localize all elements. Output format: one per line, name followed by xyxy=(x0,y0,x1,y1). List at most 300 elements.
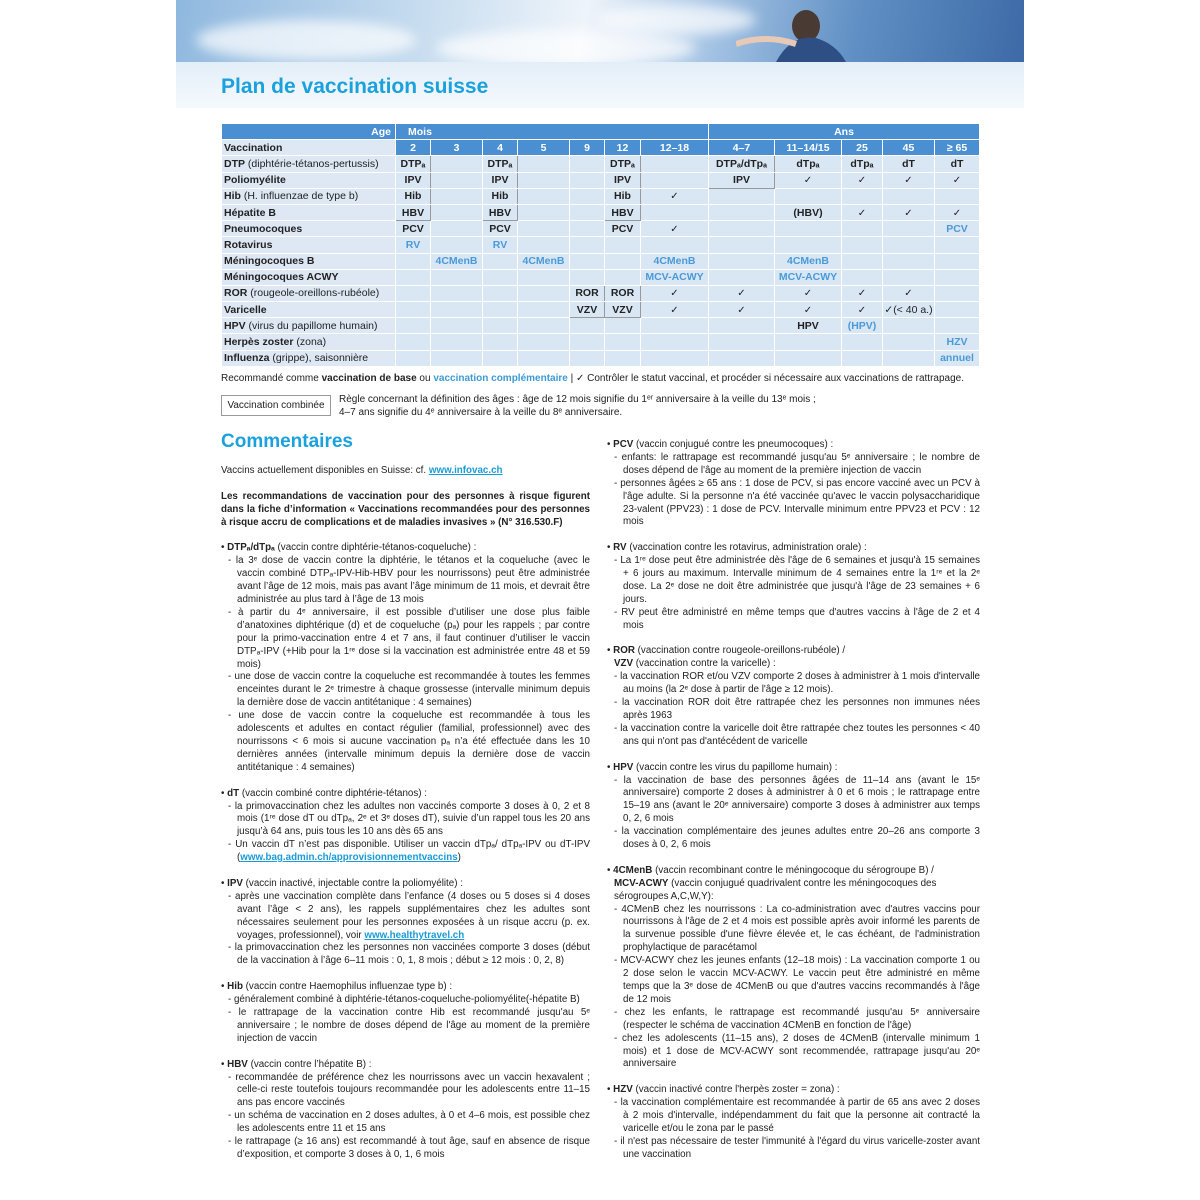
comment-bullet: - la vaccination complémentaire des jeunes adultes entre 20–26 ans comporte 3 doses à 0, 2, 6 mois xyxy=(623,826,980,852)
comment-description: (vaccination contre rougeole-oreillons-rubéole) / xyxy=(634,645,846,657)
check-icon: ✓ xyxy=(904,207,913,219)
schedule-cell xyxy=(709,253,775,269)
schedule-cell xyxy=(431,334,483,350)
page-title: Plan de vaccination suisse xyxy=(221,75,489,98)
check-icon: ✓ xyxy=(904,175,913,187)
schedule-cell xyxy=(518,334,570,350)
vaccine-row xyxy=(222,188,980,204)
comment-term: IPV xyxy=(227,877,243,889)
age-label: Age xyxy=(222,124,396,140)
schedule-cell xyxy=(775,350,842,366)
comment-item xyxy=(221,788,590,865)
comment-bullets xyxy=(614,775,980,852)
schedule-cell xyxy=(935,334,980,350)
vaccine-name xyxy=(222,302,396,318)
schedule-cell xyxy=(518,253,570,269)
schedule-cell xyxy=(483,285,518,301)
age-column-header: 2 xyxy=(396,140,431,156)
schedule-cell xyxy=(518,156,570,172)
dose-label: DTPₐ xyxy=(487,157,513,170)
dose-label: HZV xyxy=(946,336,968,349)
schedule-cell xyxy=(935,188,980,204)
check-icon: ✓ xyxy=(670,223,679,235)
schedule-cell xyxy=(483,188,518,204)
dose-label: DTPₐ xyxy=(400,157,426,170)
schedule-cell xyxy=(483,253,518,269)
vaccine-name-bold: DTP xyxy=(224,157,245,170)
schedule-cell xyxy=(431,302,483,318)
dose-label: Hib xyxy=(614,190,631,203)
comments-heading: Commentaires xyxy=(221,431,353,452)
vaccine-row xyxy=(222,334,980,350)
vaccine-name-detail: (virus du papillome humain) xyxy=(245,319,378,332)
age-column-header: ≥ 65 xyxy=(935,140,980,156)
schedule-cell xyxy=(842,334,883,350)
schedule-cell xyxy=(396,221,431,237)
schedule-cell xyxy=(709,221,775,237)
schedule-cell xyxy=(883,302,935,318)
schedule-cell xyxy=(605,253,641,269)
comment-item xyxy=(221,981,590,1046)
schedule-cell xyxy=(883,204,935,220)
schedule-cell xyxy=(605,204,641,220)
vaccine-row xyxy=(222,204,980,220)
vaccine-name xyxy=(222,318,396,334)
schedule-cell xyxy=(935,302,980,318)
vaccine-row xyxy=(222,221,980,237)
comment-term: HBV xyxy=(227,1058,248,1070)
header-photo xyxy=(176,0,1024,62)
dose-label: MCV-ACWY xyxy=(778,271,838,284)
check-icon: ✓ xyxy=(803,304,813,316)
comment-bullets xyxy=(228,891,590,968)
comment-bullet xyxy=(237,891,590,943)
schedule-cell xyxy=(396,350,431,366)
schedule-cell xyxy=(431,285,483,301)
age-column-header: 3 xyxy=(431,140,483,156)
schedule-cell xyxy=(431,318,483,334)
dose-label: HBV xyxy=(611,206,634,219)
schedule-cell xyxy=(483,334,518,350)
check-icon: ✓ xyxy=(737,304,746,316)
schedule-cell xyxy=(883,285,935,301)
years-group-header: Ans xyxy=(709,124,980,140)
comment-heading: • DTPₐ/dTpₐ (vaccin contre diphtérie-tétanos-coqueluche) : xyxy=(221,542,477,554)
dose-label: annuel xyxy=(940,352,974,365)
schedule-cell xyxy=(570,221,605,237)
dose-label: 4CMenB xyxy=(435,255,478,268)
check-icon: ✓ xyxy=(670,191,679,203)
comments-left-column xyxy=(221,465,590,1175)
schedule-cell xyxy=(641,285,709,301)
comment-item xyxy=(607,439,980,529)
vaccine-row xyxy=(222,156,980,172)
comment-term: Hib xyxy=(227,981,243,993)
schedule-cell xyxy=(709,334,775,350)
schedule-cell xyxy=(396,318,431,334)
schedule-cell xyxy=(883,269,935,285)
check-icon: ✓ xyxy=(670,304,679,316)
comment-bullet: - La 1ʳᵉ dose peut être administrée dès l'âge de 6 semaines et jusqu'à 15 semaines + 6 jours au maximum. Intervalle minimum de 4 semaines entre la 1ʳᵉ et la 2ᵉ dose. La 2ᵉ dose ne doit être administrée que jusqu'à l'âge de 23 semaines + 6 jours. xyxy=(623,555,980,607)
schedule-cell xyxy=(842,269,883,285)
schedule-cell xyxy=(605,156,641,172)
schedule-cell xyxy=(641,350,709,366)
dose-label: HBV xyxy=(401,206,425,219)
vaccine-name xyxy=(222,253,396,269)
comment-description: (vaccin contre l’hépatite B) : xyxy=(247,1058,372,1070)
comment-item xyxy=(607,645,980,748)
schedule-cell xyxy=(842,285,883,301)
comment-bullet: - la vaccination ROR et/ou VZV comporte 2 doses à administrer à 1 mois d'intervalle au moins (la 2ᵉ dose à partir de l'âge ≥ 12 mois). xyxy=(623,671,980,697)
comment-term: VZV xyxy=(614,658,634,670)
bullet-link[interactable]: www.bag.admin.ch/approvisionnementvaccins xyxy=(240,852,458,864)
schedule-cell xyxy=(883,172,935,188)
vaccine-row xyxy=(222,269,980,285)
schedule-cell xyxy=(483,237,518,253)
vaccine-name-bold: ROR xyxy=(224,287,248,300)
schedule-cell xyxy=(775,188,842,204)
comment-bullet: - la vaccination de base des personnes âgées de 11–14 ans (avant le 15ᵉ anniversaire) comporte 2 doses à administrer à 0 et 6 mois ; le rattrapage entre 15–19 ans (avant le 20ᵉ anniversaire) comporte 3 doses à administrer aux temps 0, 2, 6 mois xyxy=(623,775,980,827)
comment-bullet: - le rattrapage de la vaccination contre Hib est recommandé jusqu'au 5ᵉ anniversaire ; le nombre de doses dépend de l'âge au moment de la première injection de vaccin xyxy=(237,1007,590,1046)
comment-item xyxy=(607,865,980,1072)
schedule-cell xyxy=(842,237,883,253)
schedule-cell xyxy=(570,204,605,220)
schedule-cell xyxy=(709,237,775,253)
comment-item xyxy=(221,1059,590,1162)
age-rule-line-2: 4–7 ans signifie du 4ᵉ anniversaire à la veille du 8ᵉ anniversaire. xyxy=(339,406,623,418)
schedule-cell xyxy=(935,253,980,269)
schedule-cell xyxy=(431,253,483,269)
dose-label: DTPₐ/dTpₐ xyxy=(715,157,768,170)
schedule-cell xyxy=(842,156,883,172)
vaccination-label: Vaccination xyxy=(222,140,396,156)
schedule-cell xyxy=(641,253,709,269)
infovac-link[interactable]: www.infovac.ch xyxy=(428,465,503,476)
vaccine-name xyxy=(222,156,396,172)
schedule-cell xyxy=(483,350,518,366)
schedule-cell xyxy=(396,204,431,220)
schedule-cell xyxy=(396,269,431,285)
comment-term: HPV xyxy=(613,761,634,773)
schedule-cell xyxy=(883,350,935,366)
vaccine-row xyxy=(222,318,980,334)
schedule-cell xyxy=(775,302,842,318)
vaccine-name-bold: Herpès zoster xyxy=(224,336,294,349)
dose-label: DTPₐ xyxy=(610,157,635,170)
vaccine-row xyxy=(222,172,980,188)
available-prefix: Vaccins actuellement disponibles en Suisse: cf. xyxy=(221,465,429,476)
dose-label: PCV xyxy=(402,222,424,235)
vaccine-name-detail: (zona) xyxy=(293,336,327,349)
schedule-cell xyxy=(709,156,775,172)
schedule-cell xyxy=(883,334,935,350)
legend-prefix: Recommandé comme xyxy=(221,373,322,384)
comment-bullet: - chez les adolescents (11–15 ans), 2 doses de 4CMenB (intervalle minimum 1 mois) et 1 dose de MCV-ACWY sont recommendée, rattrapage jusqu'au 20ᵉ anniversaire xyxy=(623,1033,980,1072)
vaccine-name-bold: Rotavirus xyxy=(224,238,273,251)
schedule-cell xyxy=(883,221,935,237)
schedule-cell xyxy=(775,204,842,220)
age-column-header: 4 xyxy=(483,140,518,156)
age-column-header: 5 xyxy=(518,140,570,156)
schedule-cell xyxy=(709,172,775,188)
check-icon: ✓ xyxy=(737,288,746,300)
age-rule-line-1: Règle concernant la définition des âges : âge de 12 mois signifie du 1ᵉʳ anniversaire à la veille du 13ᵉ mois ; xyxy=(339,394,816,405)
schedule-cell xyxy=(396,172,431,188)
comment-description: (vaccin recombinant contre le méningocoque du sérogroupe B) / xyxy=(652,864,934,876)
schedule-cell xyxy=(396,302,431,318)
comment-bullets xyxy=(614,452,980,529)
schedule-cell xyxy=(935,269,980,285)
vaccine-name-bold: Hib xyxy=(224,190,241,203)
schedule-cell xyxy=(396,237,431,253)
bullet-text: Un vaccin dT n’est pas disponible. Utiliser un vaccin dTpₐ/ dTpₐ-IPV ou dT-IPV ( xyxy=(235,839,590,864)
comment-bullet: - recommandée de préférence chez les nourrissons avec un vaccin hexavalent ; celle-ci reste toutefois toujours recommandée pour les adolescents entre 11–15 ans pas encore vaccinés xyxy=(237,1072,590,1111)
comment-bullet: - chez les enfants, le rattrapage est recommandé jusqu'au 5ᵉ anniversaire (respecter le schéma de vaccination 4CMenB en fonction de l'âge) xyxy=(623,1007,980,1033)
schedule-cell xyxy=(775,334,842,350)
schedule-cell xyxy=(431,204,483,220)
comment-term: DTPₐ/dTpₐ xyxy=(227,542,275,554)
vaccine-name xyxy=(222,269,396,285)
comment-bullet: - le rattrapage (≥ 16 ans) est recommandé à tout âge, sauf en absence de risque d’exposition, et comporte 3 doses à 0, 1, 6 mois xyxy=(237,1136,590,1162)
schedule-cell xyxy=(570,269,605,285)
schedule-cell xyxy=(396,156,431,172)
dose-label: dTpₐ xyxy=(850,157,874,170)
vaccine-name xyxy=(222,334,396,350)
schedule-cell xyxy=(518,318,570,334)
comment-heading: • dT (vaccin combiné contre diphtérie-tétanos) : xyxy=(221,787,427,799)
schedule-cell xyxy=(935,221,980,237)
comment-bullet: - MCV-ACWY chez les jeunes enfants (12–18 mois) : La vaccination comporte 1 ou 2 dose selon le vaccin MCV-ACWY. Le vaccin peut être administré en même temps que la 3ᵉ dose de 4CMenB ou que d'autres vaccins recommandés à l'âge de 12 mois xyxy=(623,955,980,1007)
comment-item xyxy=(607,762,980,852)
schedule-cell xyxy=(605,334,641,350)
check-icon: ✓ xyxy=(803,175,813,187)
schedule-cell xyxy=(570,302,605,318)
schedule-cell xyxy=(842,204,883,220)
column-header-row xyxy=(222,140,980,156)
comment-bullet: - il n'est pas nécessaire de tester l'immunité à l'égard du virus varicelle-zoster avant une vaccination xyxy=(623,1136,980,1162)
schedule-cell xyxy=(570,172,605,188)
dose-label: IPV xyxy=(404,174,422,187)
schedule-cell xyxy=(842,221,883,237)
schedule-cell xyxy=(605,285,641,301)
comment-bullets xyxy=(614,671,980,748)
schedule-cell xyxy=(518,302,570,318)
schedule-cell xyxy=(570,156,605,172)
comment-bullets xyxy=(228,555,590,774)
legend-base: vaccination de base xyxy=(321,373,417,384)
schedule-cell xyxy=(396,285,431,301)
schedule-cell xyxy=(605,350,641,366)
comment-bullets xyxy=(228,1072,590,1162)
schedule-cell xyxy=(518,237,570,253)
vaccine-name xyxy=(222,285,396,301)
comment-heading: • HZV (vaccin inactivé contre l'herpès zoster = zona) : xyxy=(607,1084,840,1096)
schedule-cell xyxy=(709,269,775,285)
schedule-cell xyxy=(570,350,605,366)
schedule-cell xyxy=(570,318,605,334)
check-icon: ✓ xyxy=(857,175,867,187)
schedule-cell xyxy=(883,253,935,269)
comment-term: MCV-ACWY xyxy=(614,877,669,889)
schedule-cell xyxy=(935,350,980,366)
comment-description: (vaccin combiné contre diphtérie-tétanos) : xyxy=(239,787,427,799)
schedule-cell xyxy=(641,188,709,204)
comments-right-column xyxy=(607,439,980,1175)
schedule-cell xyxy=(483,318,518,334)
schedule-cell xyxy=(709,302,775,318)
schedule-cell xyxy=(570,253,605,269)
bullet-link[interactable]: www.healthytravel.ch xyxy=(364,929,465,941)
age-column-header: 11–14/15 xyxy=(775,140,842,156)
comment-bullet: - à partir du 4ᵉ anniversaire, il est possible d’utiliser une dose plus faible d’anatoxines diphtérique (d) et de coqueluche (pₐ) pour les rappels ; par contre pour la primo-vaccination entre 4 et 7 ans, il faut continuer d’utiliser le vaccin DTPₐ-IPV (+Hib pour la 1ʳᵉ dose si la vaccination est administrée entre 48 et 59 mois) xyxy=(237,607,590,672)
bullet-text: ) xyxy=(457,852,461,864)
vaccine-row xyxy=(222,253,980,269)
comment-description: (vaccination contre la varicelle) : xyxy=(633,658,776,670)
schedule-cell xyxy=(396,253,431,269)
schedule-cell xyxy=(570,237,605,253)
vaccine-name xyxy=(222,350,396,366)
dose-label: dT xyxy=(902,157,915,170)
schedule-cell xyxy=(570,188,605,204)
comment-term: RV xyxy=(613,542,627,554)
dose-label: 4CMenB xyxy=(653,255,696,268)
vaccine-name-detail: (rougeole-oreillons-rubéole) xyxy=(247,287,380,300)
vaccine-name xyxy=(222,204,396,220)
schedule-cell xyxy=(605,188,641,204)
months-group-header: Mois xyxy=(396,124,709,140)
comment-item xyxy=(607,542,980,632)
schedule-cell xyxy=(641,221,709,237)
dose-label: ✓(< 40 a.) xyxy=(884,303,933,316)
schedule-cell xyxy=(709,188,775,204)
schedule-cell xyxy=(935,237,980,253)
schedule-cell xyxy=(935,156,980,172)
comment-heading: • Hib (vaccin contre Haemophilus influenzae type b) : xyxy=(221,981,453,993)
dose-label: ROR xyxy=(610,287,635,300)
age-column-header: 45 xyxy=(883,140,935,156)
check-icon: ✓ xyxy=(670,288,679,300)
schedule-cell xyxy=(605,172,641,188)
schedule-cell xyxy=(842,350,883,366)
schedule-cell xyxy=(641,302,709,318)
schedule-cell xyxy=(935,318,980,334)
comment-description: (vaccin conjugué contre les pneumocoques) : xyxy=(633,439,834,450)
schedule-cell xyxy=(883,237,935,253)
schedule-cell xyxy=(518,269,570,285)
dose-label: dTpₐ xyxy=(796,157,820,170)
comment-description: (vaccin inactivé, injectable contre la poliomyélite) : xyxy=(242,877,463,889)
schedule-cell xyxy=(709,318,775,334)
vaccine-name-bold: Méningocoques ACWY xyxy=(224,271,339,284)
dose-label: RV xyxy=(492,238,508,251)
schedule-cell xyxy=(775,221,842,237)
comment-bullet: - une dose de vaccin contre la coqueluche est recommandée à toutes les femmes enceintes durant le 2ᵉ trimestre à chaque grossesse (intervalle minimum depuis la dernière dose de vaccin antitétanique : 4 semaines) xyxy=(237,671,590,710)
comment-bullet: - enfants: le rattrapage est recommandé jusqu'au 5ᵉ anniversaire ; le nombre de doses dépend de l'âge au moment de la première injection de vaccin xyxy=(623,452,980,478)
vaccine-row xyxy=(222,302,980,318)
schedule-cell xyxy=(570,285,605,301)
comment-description: (vaccin contre Haemophilus influenzae type b) : xyxy=(242,981,453,993)
comment-bullet: - un schéma de vaccination en 2 doses adultes, à 0 et 4–6 mois, est possible chez les adolescents entre 11 et 15 ans xyxy=(237,1110,590,1136)
dose-label: VZV xyxy=(612,303,633,316)
comment-bullet xyxy=(237,839,590,865)
schedule-cell xyxy=(518,350,570,366)
comment-item xyxy=(221,878,590,968)
comment-heading: • ROR (vaccination contre rougeole-oreillons-rubéole) / VZV (vaccination contre la varicelle) : xyxy=(607,645,846,670)
dose-label: PCV xyxy=(611,222,634,235)
comment-bullet: - la vaccination contre la varicelle doit être rattrapée chez toutes les personnes < 40 ans qui n'ont pas d'antécédent de varicelle xyxy=(623,723,980,749)
schedule-cell xyxy=(483,156,518,172)
vaccine-name-bold: Poliomyélite xyxy=(224,174,286,187)
comment-bullet: - une dose de vaccin contre la coqueluche est recommandée à tous les adolescents et adultes en contact régulier (familial, professionnel) avec des nourrissons < 6 mois si aucune vaccination pₐ n’a été effectuée dans les 10 dernières années (intervalle minimum depuis la dernière dose de vaccin antitétanique : 4 semaines) xyxy=(237,710,590,775)
comment-item xyxy=(221,542,590,774)
comment-bullets xyxy=(228,994,590,1046)
age-column-header: 9 xyxy=(570,140,605,156)
age-column-header: 12 xyxy=(605,140,641,156)
vaccine-name-bold: Hépatite B xyxy=(224,206,276,219)
schedule-cell xyxy=(431,350,483,366)
schedule-cell xyxy=(775,253,842,269)
comment-bullet: - personnes âgées ≥ 65 ans : 1 dose de PCV, si pas encore vacciné avec un PCV à l'âge adulte. Si la personne n'a été vaccinée qu'avec le vaccin polysaccharidique 23-valent (PPV23) : 1 dose de PCV. Intervalle minimum entre PPV23 et PCV : 12 mois xyxy=(623,478,980,530)
legend-check-note: | ✓ Contrôler le statut vaccinal, et procéder si nécessaire aux vaccinations de rattrapage. xyxy=(567,373,965,384)
dose-label: Hib xyxy=(491,190,509,203)
schedule-cell xyxy=(518,221,570,237)
schedule-cell xyxy=(709,350,775,366)
dose-label: Hib xyxy=(404,190,422,203)
vaccine-name-bold: Pneumocoques xyxy=(224,222,303,235)
comment-bullets xyxy=(614,1097,980,1162)
schedule-cell xyxy=(775,269,842,285)
comment-bullet: - la primovaccination chez les personnes non vaccinées comporte 3 doses (début de la vaccination à l’âge 6–11 mois : 0, 1, 8 mois ; début ≥ 12 mois : 0, 2, 8) xyxy=(237,942,590,968)
dose-label: 4CMenB xyxy=(522,255,565,268)
schedule-cell xyxy=(641,237,709,253)
comment-bullet: - généralement combiné à diphtérie-tétanos-coqueluche-poliomyélite(-hépatite B) xyxy=(237,994,590,1007)
schedule-cell xyxy=(709,204,775,220)
dose-label: dT xyxy=(950,157,964,170)
schedule-cell xyxy=(483,302,518,318)
schedule-cell xyxy=(775,237,842,253)
dose-label: PCV xyxy=(946,222,968,235)
schedule-cell xyxy=(396,188,431,204)
risk-note: Les recommandations de vaccination pour des personnes à risque figurent dans la fiche d’information « Vaccinations recommandées pour des personnes à risque accru de complications et de maladies invasives » (N° 316.530.F) xyxy=(221,490,590,528)
comment-term: HZV xyxy=(613,1084,633,1096)
schedule-cell xyxy=(935,285,980,301)
bullet-text: après une vaccination complète dans l’enfance (4 doses ou 5 doses si 4 doses avant l’âge < 2 ans), les rappels supplémentaires chez les adultes sont nécessaires seulement pour les personnes exposées à un risque accru (p. ex. voyages, professionnel), voir xyxy=(235,890,590,941)
schedule-cell xyxy=(483,172,518,188)
vaccine-name-detail: (grippe), saisonnière xyxy=(269,352,369,365)
vaccine-row xyxy=(222,285,980,301)
person-jumping-image xyxy=(736,4,856,62)
schedule-cell xyxy=(396,334,431,350)
schedule-cell xyxy=(842,302,883,318)
comment-description: (vaccination contre les rotavirus, administration orale) : xyxy=(626,542,867,554)
dose-label: IPV xyxy=(733,174,750,187)
age-column-header: 25 xyxy=(842,140,883,156)
comment-bullet: - 4CMenB chez les nourrissons : La co-administration avec d'autres vaccins pour nourrissons à l'âge de 2 et 4 mois est possible après avoir informé les parents de la survenue possible d'une fièvre élevée et, le cas échéant, de l'administration prophylactique de paracétamol xyxy=(623,904,980,956)
dose-label: ROR xyxy=(575,287,599,300)
schedule-cell xyxy=(775,285,842,301)
schedule-cell xyxy=(605,318,641,334)
vaccine-name-bold: Influenza xyxy=(224,352,270,365)
comment-term: PCV xyxy=(613,439,634,450)
dose-label: VZV xyxy=(576,303,598,316)
schedule-cell xyxy=(605,237,641,253)
legend-line xyxy=(221,373,964,384)
comment-bullet: - la primovaccination chez les adultes non vaccinés comporte 3 doses à 0, 2 et 8 mois (1ʳᵉ dose dT ou dTpₐ, 2ᵉ et 3ᵉ doses dT), suivie d’un rappel tous les 20 ans jusqu’à 64 ans, puis tous les 10 ans dès 65 ans xyxy=(237,801,590,840)
vaccine-name-detail: (H. influenzae de type b) xyxy=(240,190,359,203)
comment-description: (vaccin contre diphtérie-tétanos-coqueluche) : xyxy=(274,542,477,554)
comment-heading: • PCV (vaccin conjugué contre les pneumocoques) : xyxy=(607,439,834,450)
age-header-row xyxy=(222,124,980,140)
